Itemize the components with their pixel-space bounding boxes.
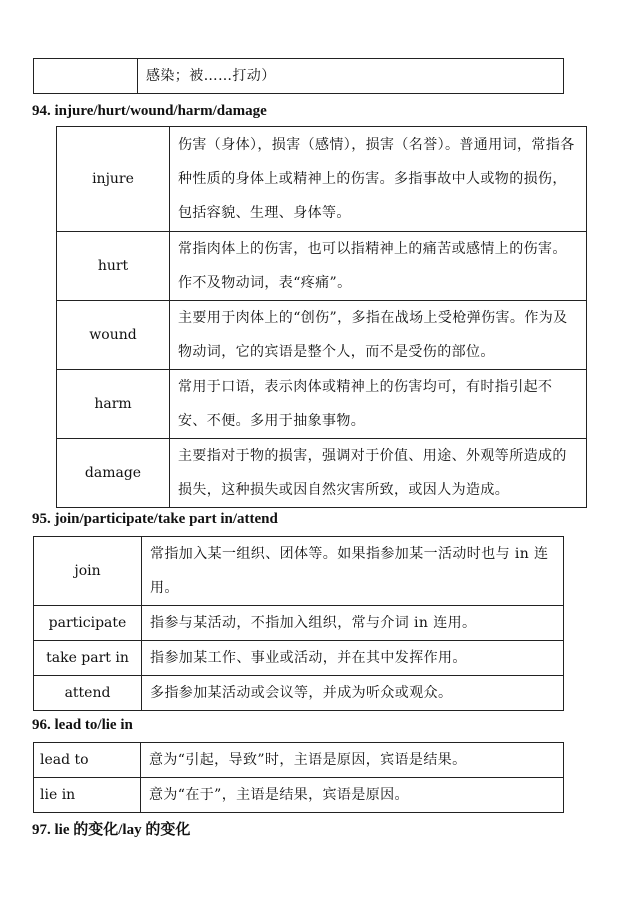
table-row bbox=[34, 641, 564, 676]
synonym-table-96 bbox=[33, 742, 564, 813]
table-row bbox=[34, 59, 564, 94]
description-cell: 主要用于肉体上的“创伤”，多指在战场上受枪弹伤害。作为及物动词，它的宾语是整个人，而不是受伤的部位。 bbox=[170, 301, 587, 370]
table-row bbox=[57, 127, 587, 232]
top-fragment-table bbox=[33, 58, 564, 94]
section-heading-96: 96. lead to/lie in bbox=[32, 717, 133, 733]
table-row bbox=[57, 232, 587, 301]
term-cell: attend bbox=[34, 676, 142, 711]
table-row bbox=[57, 370, 587, 439]
term-cell: hurt bbox=[57, 232, 170, 301]
description-cell: 感染；被……打动） bbox=[138, 59, 564, 94]
description-cell: 伤害（身体），损害（感情），损害（名誉）。普通用词，常指各种性质的身体上或精神上的伤害。多指事故中人或物的损伤，包括容貌、生理、身体等。 bbox=[170, 127, 587, 232]
description-cell: 指参与某活动，不指加入组织，常与介词 in 连用。 bbox=[142, 606, 564, 641]
table-row bbox=[34, 676, 564, 711]
description-cell: 常用于口语，表示肉体或精神上的伤害均可，有时指引起不安、不便。多用于抽象事物。 bbox=[170, 370, 587, 439]
term-cell: damage bbox=[57, 439, 170, 508]
description-cell: 多指参加某活动或会议等，并成为听众或观众。 bbox=[142, 676, 564, 711]
description-cell: 指参加某工作、事业或活动，并在其中发挥作用。 bbox=[142, 641, 564, 676]
synonym-table-95 bbox=[33, 536, 564, 711]
description-cell: 意为“在于”，主语是结果，宾语是原因。 bbox=[141, 778, 564, 813]
section-heading-95: 95. join/participate/take part in/attend bbox=[32, 511, 278, 527]
term-cell: take part in bbox=[34, 641, 142, 676]
description-cell: 常指加入某一组织、团体等。如果指参加某一活动时也与 in 连用。 bbox=[142, 537, 564, 606]
term-cell: participate bbox=[34, 606, 142, 641]
term-cell: injure bbox=[57, 127, 170, 232]
term-cell: wound bbox=[57, 301, 170, 370]
table-row bbox=[34, 606, 564, 641]
description-cell: 常指肉体上的伤害，也可以指精神上的痛苦或感情上的伤害。作不及物动词，表“疼痛”。 bbox=[170, 232, 587, 301]
table-row bbox=[57, 439, 587, 508]
table-row bbox=[57, 301, 587, 370]
term-cell: lead to bbox=[34, 743, 141, 778]
table-row bbox=[34, 743, 564, 778]
term-cell bbox=[34, 59, 138, 94]
description-cell: 主要指对于物的损害，强调对于价值、用途、外观等所造成的损失，这种损失或因自然灾害所致，或因人为造成。 bbox=[170, 439, 587, 508]
table-row bbox=[34, 778, 564, 813]
term-cell: lie in bbox=[34, 778, 141, 813]
section-heading-94: 94. injure/hurt/wound/harm/damage bbox=[32, 103, 267, 119]
section-heading-97: 97. lie 的变化/lay 的变化 bbox=[32, 822, 191, 838]
table-row bbox=[34, 537, 564, 606]
description-cell: 意为“引起，导致”时，主语是原因，宾语是结果。 bbox=[141, 743, 564, 778]
term-cell: join bbox=[34, 537, 142, 606]
term-cell: harm bbox=[57, 370, 170, 439]
synonym-table-94 bbox=[56, 126, 587, 508]
